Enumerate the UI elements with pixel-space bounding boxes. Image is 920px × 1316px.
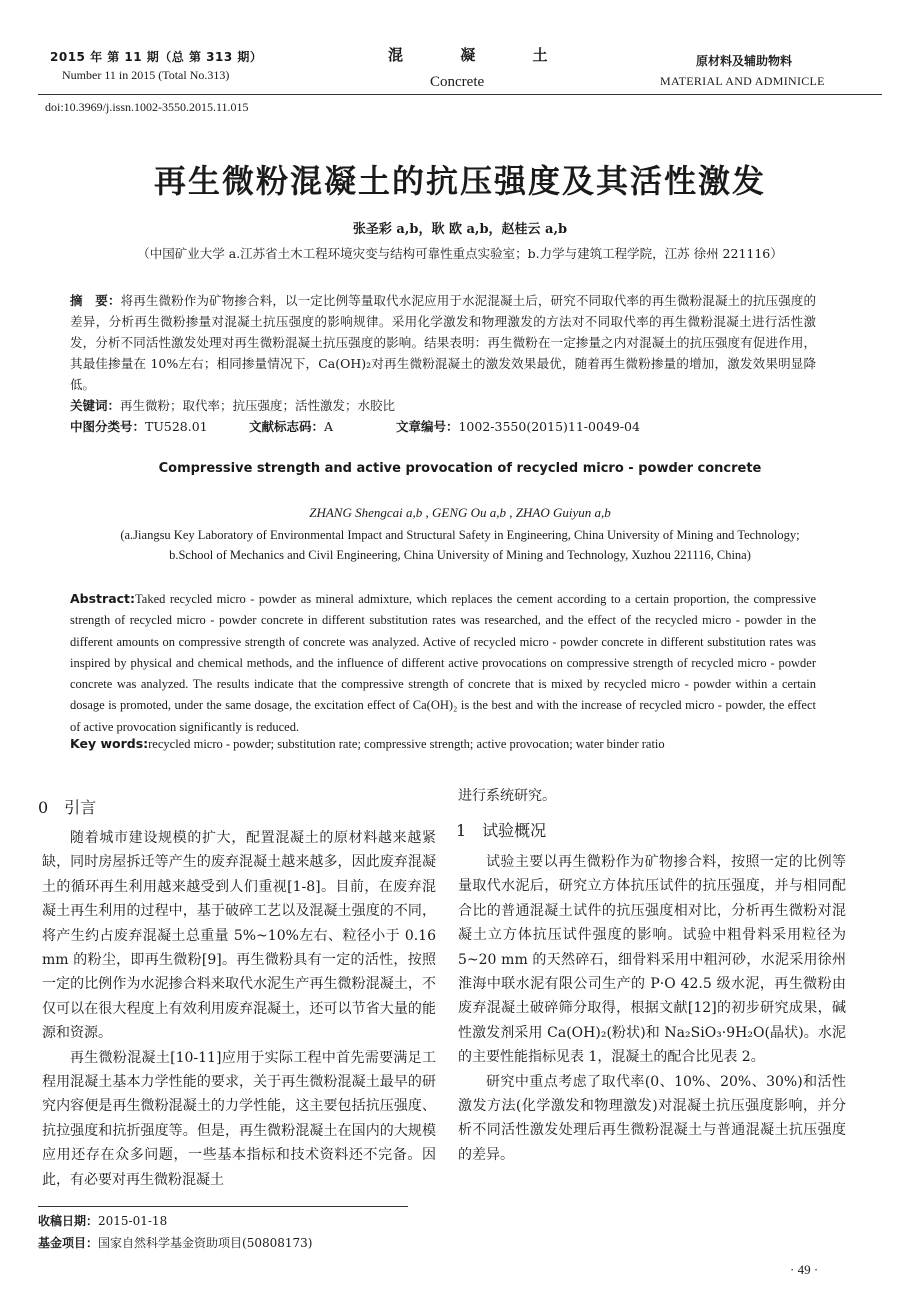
abstract-en-text: Taked recycled micro - powder as mineral admixture, which replaces the cement according to a certain proportion, the compressive strength of recycled micro - powder concrete in different substitution rates was researched, and the effect of the recycled micro - powder in the different amounts on compressive strength of concrete was analyzed. Active of recycled micro - powder concrete in different substitution rates was inspired by physical and chemical methods, and the influence of different active provocations on compressive strength of recycled micro - powder concrete was analyzed. The results indicate that the compressive strength of concrete that is mixed by recycled micro - powder within a certain dosage is promoted, under the same dosage, the excitation effect of Ca(OH)₂ is the best and with the increase of recycled micro - powder, the effect of active provocation significantly is reduced. <box>70 592 816 734</box>
authors-en: ZHANG Shengcai a,b , GENG Ou a,b , ZHAO Guiyun a,b <box>309 505 611 520</box>
fund-project <box>38 1234 312 1251</box>
abstract-en-label: Abstract: <box>70 591 136 606</box>
doi: doi:10.3969/j.issn.1002-3550.2015.11.015 <box>45 100 249 114</box>
classification-line <box>70 417 640 435</box>
received-date <box>38 1212 167 1229</box>
affiliation-cn: （中国矿业大学 a.江苏省土木工程环境灾变与结构可靠性重点实验室；b.力学与建筑工程学院，江苏 徐州 221116） <box>137 246 783 261</box>
paragraph: 研究中重点考虑了取代率(0、10%、20%、30%)和活性激发方法(化学激发和物理激发)对混凝土抗压强度影响，并分析不同活性激发处理后再生微粉混凝土与普通混凝土抗压强度的差异。 <box>458 1073 846 1163</box>
section-1-body <box>458 850 846 1167</box>
authors-cn: 张圣彩 a,b，耿 欧 a,b，赵桂云 a,b <box>352 222 568 237</box>
section-cn: 原材料及辅助物料 <box>696 54 793 68</box>
clc-label: 中图分类号： <box>70 419 146 434</box>
abstract-cn-text: 将再生微粉作为矿物掺合料，以一定比例等量取代水泥应用于水泥混凝土后，研究不同取代率的再生微粉混凝土的抗压强度的差异，分析再生微粉掺量对混凝土抗压强度的影响规律。采用化学激发和物理激发的方法对不同取代率的再生微粉混凝土进行活性激发，分析不同活性激发处理对再生微粉混凝土抗压强度的影响。结果表明：再生微粉在一定掺量之内对混凝土的抗压强度有促进作用，其最佳掺量在 10%左右；相同掺量情况下，Ca(OH)₂对再生微粉混凝土的激发效果最优，随着再生微粉掺量的增加，激发效果明显降低。 <box>70 293 816 392</box>
section-1-heading: 1 试验概况 <box>456 821 547 840</box>
fund-value: 国家自然科学基金资助项目(50808173) <box>98 1236 313 1250</box>
issue-en: Number 11 in 2015 (Total No.313) <box>62 68 230 82</box>
keywords-cn <box>70 395 816 416</box>
keywords-cn-label: 关键词： <box>70 398 121 413</box>
section-en: MATERIAL AND ADMINICLE <box>660 74 825 88</box>
article-number-label: 文章编号： <box>395 419 459 434</box>
page-number: · 49 · <box>790 1262 819 1277</box>
section-0-heading: 0 引言 <box>38 798 97 817</box>
abstract-en <box>70 588 816 738</box>
doc-code-value: A <box>324 419 334 434</box>
header-rule <box>38 94 882 95</box>
keywords-en-label: Key words: <box>70 736 149 751</box>
journal-name-cn: 混 凝 土 <box>388 46 574 64</box>
paper-title-en: Compressive strength and active provocation of recycled micro - powder concrete <box>158 461 762 476</box>
fund-label: 基金项目： <box>38 1236 99 1250</box>
affiliation-en-line2: b.School of Mechanics and Civil Engineering, China University of Mining and Technology, Xuzhou 221116, China) <box>169 548 751 562</box>
paragraph: 再生微粉混凝土[10-11]应用于实际工程中首先需要满足工程用混凝土基本力学性能的要求，关于再生微粉混凝土最早的研究内容便是再生微粉混凝土的力学性能，这主要包括抗压强度、抗拉强度和抗折强度等。但是，再生微粉混凝土在国内的大规模应用还存在众多问题，一些基本指标和技术资料还不完备。因此，有必要对再生微粉混凝土 <box>42 1049 436 1188</box>
clc-value: TU528.01 <box>145 419 208 434</box>
keywords-en-text: recycled micro - powder; substitution rate; compressive strength; active provocation; water binder ratio <box>148 737 665 751</box>
abstract-cn-label: 摘 要： <box>70 293 121 308</box>
paper-title-cn: 再生微粉混凝土的抗压强度及其活性激发 <box>153 162 766 200</box>
paragraph: 随着城市建设规模的扩大，配置混凝土的原材料越来越紧缺，同时房屋拆迁等产生的废弃混凝土越来越多，因此废弃混凝土的循环再生利用越来越受到人们重视[1-8]。目前，在废弃混凝土再生利用的过程中，基于破碎工艺以及混凝土强度的不同，将产生约占废弃混凝土总重量 5%~10%左右、粒径小于 0.16 mm 的粉尘，即再生微粉[9]。再生微粉具有一定的活性，按照一定的比例作为水泥掺合料来取代水泥生产再生微粉混凝土，不仅可以在很大程度上有效利用废弃混凝土，还可以节省大量的能源和资源。 <box>42 830 436 1042</box>
journal-name-en: Concrete <box>430 74 485 90</box>
received-label: 收稿日期： <box>38 1214 99 1228</box>
footnote-rule <box>38 1206 408 1207</box>
doc-code-label: 文献标志码： <box>248 419 324 434</box>
received-value: 2015-01-18 <box>98 1214 168 1228</box>
section-0-body <box>42 826 436 1192</box>
article-number-value: 1002-3550(2015)11-0049-04 <box>458 419 640 434</box>
affiliation-en-line1: (a.Jiangsu Key Laboratory of Environmental Impact and Structural Safety in Engineering, China University of Mining and Technology; <box>120 528 800 542</box>
abstract-cn <box>70 290 816 395</box>
paragraph: 试验主要以再生微粉作为矿物掺合料，按照一定的比例等量取代水泥后，研究立方体抗压试件的抗压强度，并与相同配合比的普通混凝土试件的抗压强度相对比，分析再生微粉对混凝土立方体抗压试件强度的影响。试验中粗骨料采用粒径为 5~20 mm 的天然碎石，细骨料采用中粗河砂，水泥采用徐州淮海中联水泥有限公司生产的 P·O 42.5 级水泥，再生微粉由废弃混凝土破碎筛分取得，根据文献[12]的初步研究成果，碱性激发剂采用 Ca(OH)₂(粉状)和 Na₂SiO₃·9H₂O(晶状)。水泥的主要性能指标见表 1，混凝土的配合比见表 2。 <box>458 854 846 1066</box>
continuation-text: 进行系统研究。 <box>458 788 556 804</box>
issue-cn: 2015 年 第 11 期（总 第 313 期） <box>50 50 263 64</box>
keywords-en <box>70 736 830 752</box>
keywords-cn-text: 再生微粉；取代率；抗压强度；活性激发；水胶比 <box>120 398 396 413</box>
